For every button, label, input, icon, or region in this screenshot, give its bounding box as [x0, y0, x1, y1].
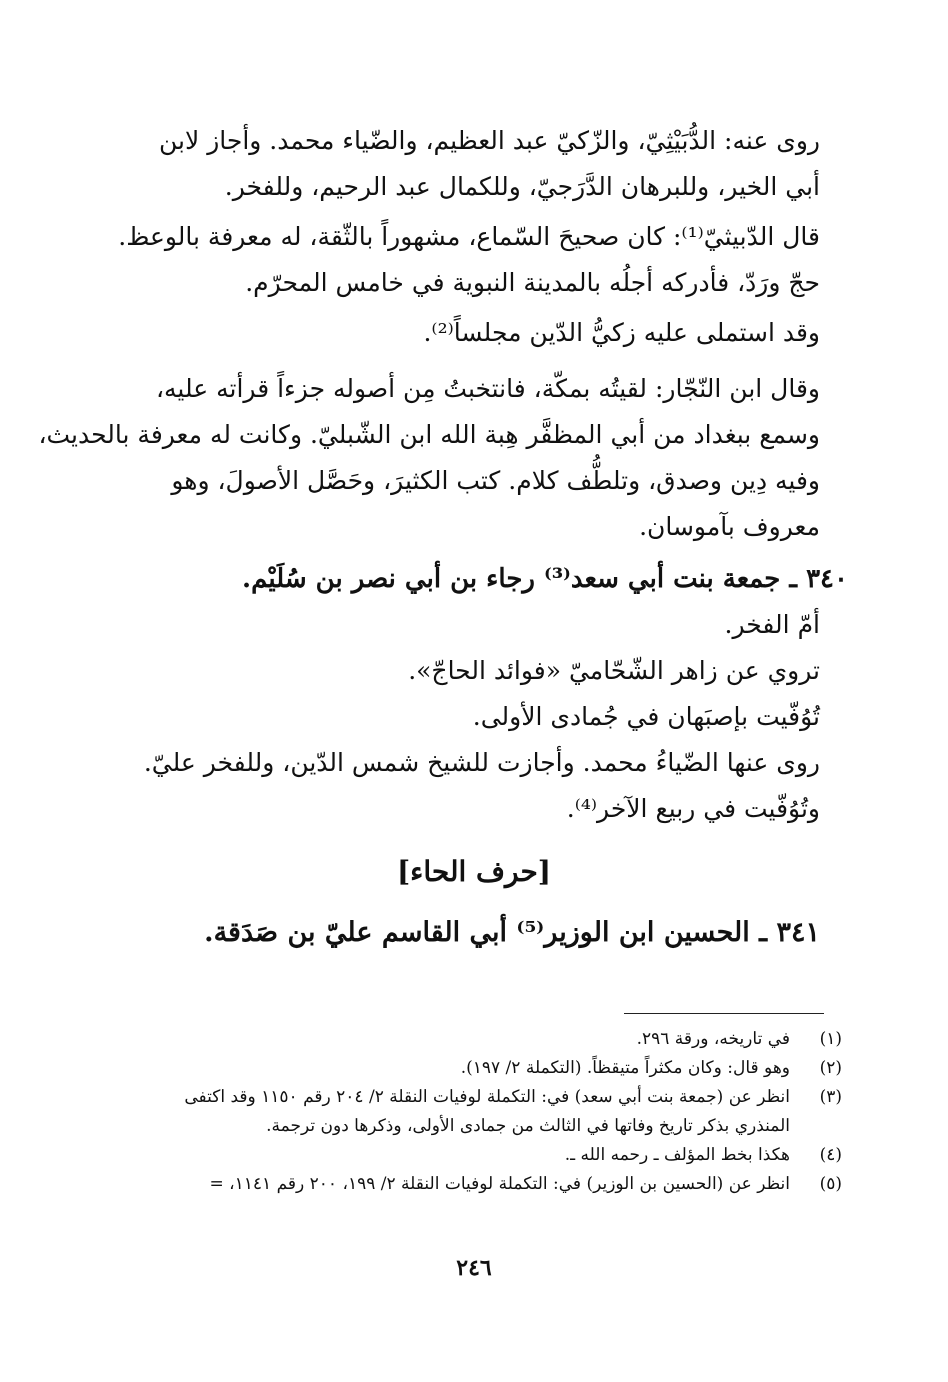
text-line: وتُوُفّيت في ربيع الآخر⁽⁴⁾.: [566, 794, 820, 823]
text-line: تروي عن زاهر الشّحّاميّ «فوائد الحاجّ».: [408, 656, 820, 685]
paragraph-dictation: [120, 310, 820, 356]
footnote-number: (١): [819, 1029, 842, 1049]
footnote-number: (٣): [819, 1087, 842, 1107]
footnote-text: هكذا بخط المؤلف ـ رحمه الله ـ.: [564, 1145, 790, 1165]
footnote-number: (٥): [819, 1174, 842, 1194]
footnote-text: وهو قال: وكان مكثراً متيقظاً. (التكملة ٢/ ١٩٧).: [460, 1058, 790, 1078]
entry-340: [148, 556, 848, 602]
footnote-number: (٢): [819, 1058, 842, 1078]
text-line: وفيه دِين وصدق، وتلطُّف كلام. كتب الكثيرَ، وحَصَّل الأصولَ، وهو: [171, 466, 820, 495]
text-line: روى عنه: الدُّبَيْثِيّ، والزّكيّ عبد العظيم، والضّياء محمد. وأجاز لابن: [159, 126, 820, 155]
footnote-5: [112, 1170, 842, 1199]
entry-341-title: ٣٤١ ـ الحسين ابن الوزير⁽⁵⁾ أبي القاسم عليّ بن صَدَقة.: [204, 917, 820, 948]
text-line: تُوُفّيت بإصبَهان في جُمادى الأولى.: [472, 702, 820, 731]
footnote-number: (٤): [819, 1145, 842, 1165]
footnote-3: [112, 1083, 842, 1141]
section-heading: [حرف الحاء]: [396, 855, 552, 888]
footnote-text: في تاريخه، ورقة ٢٩٦.: [636, 1029, 790, 1049]
footnote-2: [112, 1054, 842, 1083]
text-line: معروف بآموسان.: [639, 512, 820, 541]
footnotes: [112, 1025, 842, 1199]
page-number: ٢٤٦: [456, 1255, 492, 1281]
footnote-4: [112, 1141, 842, 1170]
footnote-text: انظر عن (الحسين بن الوزير) في: التكملة لوفيات النقلة ٢/ ١٩٩، ٢٠٠ رقم ١١٤١، =: [209, 1174, 790, 1194]
entry-title: ٣٤٠ ـ جمعة بنت أبي سعد⁽³⁾ رجاء بن أبي نصر بن سُلَيْم.: [242, 564, 848, 594]
footnote-1: [112, 1025, 842, 1054]
text-line: أبي الخير، وللبرهان الدَّرَجيّ، وللكمال عبد الرحيم، وللفخر.: [224, 172, 820, 201]
paragraph-narrators: [120, 118, 820, 210]
text-line: روى عنها الضّياءُ محمد. وأجازت للشيخ شمس الدّين، وللفخر عليّ.: [143, 748, 820, 777]
text-line: وسمع ببغداد من أبي المظفَّر هِبة الله ابن الشّبليّ. وكانت له معرفة بالحديث،: [38, 420, 820, 449]
text-line: قال الدّبيثيّ⁽¹⁾: كان صحيحَ السّماع، مشهوراً بالثّقة، له معرفة بالوعظ.: [118, 222, 820, 251]
text-line: وقال ابن النّجّار: لقيتُه بمكّة، فانتخبتُ مِن أصوله جزءاً قرأته عليه،: [155, 374, 820, 403]
paragraph-dubaythi-quote: [120, 214, 820, 306]
paragraph-najjar-quote: [38, 366, 820, 550]
footnote-text: المنذري بذكر تاريخ وفاتها في الثالث من جمادى الأولى، وذكرها دون ترجمة.: [266, 1116, 790, 1136]
footnote-text: انظر عن (جمعة بنت أبي سعد) في: التكملة لوفيات النقلة ٢/ ٢٠٤ رقم ١١٥٠ وقد اكتفى: [184, 1087, 790, 1107]
entry-340-body: [120, 602, 820, 832]
text-line: حجّ ورَدّ، فأدركه أجلُه بالمدينة النبوية في خامس المحرّم.: [245, 268, 820, 297]
footnote-divider: [624, 1013, 824, 1014]
text-line: أمّ الفخر.: [724, 610, 820, 639]
text-line: وقد استملى عليه زكيُّ الدّين مجلساً⁽²⁾.: [423, 318, 820, 347]
